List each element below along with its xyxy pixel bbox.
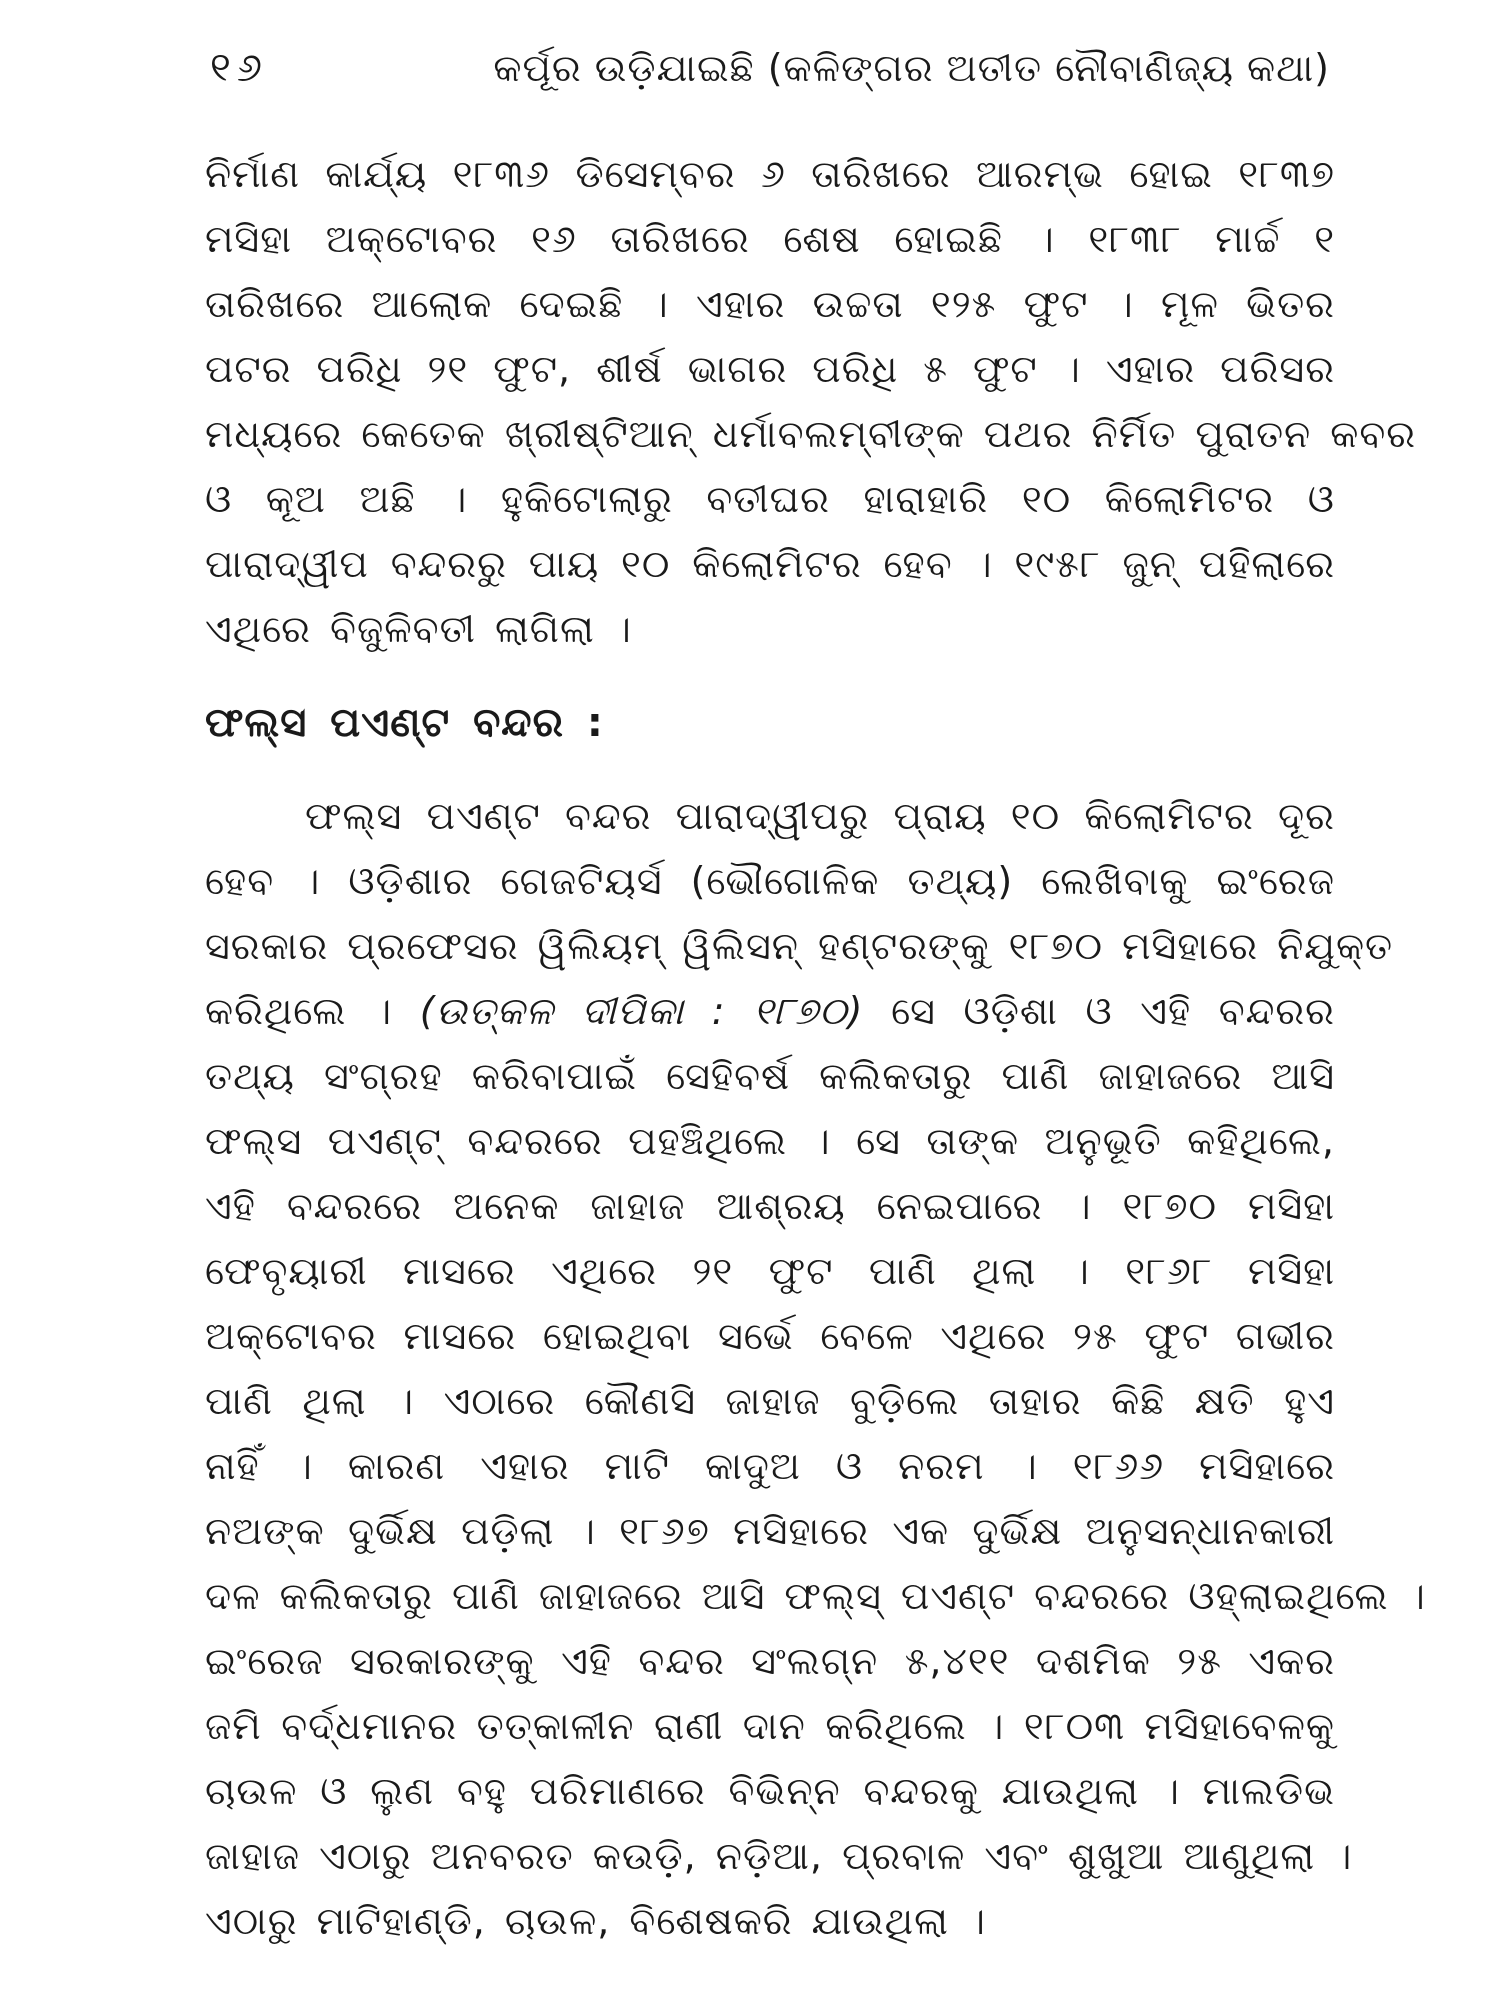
text-line: ଜାହାଜ ଏଠାରୁ ଅନବରତ କଉଡ଼ି, ନଡ଼ିଆ, ପ୍ରବାଳ ଏବଂ ଶୁଖୁଆ ଆଣୁଥିଲା । [205,1834,1353,1878]
text-line: ଜମି ବର୍ଦ୍ଧମାନର ତତ୍କାଳୀନ ରାଣୀ ଦାନ କରିଥିଲେ । ୧୮୦୩ ମସିହାବେଳକୁ [205,1704,1335,1748]
citation: (ଉତ୍କଳ ଦୀପିକା : ୧୮୭୦) [419,989,864,1033]
text-line: ନଅଙ୍କ ଦୁର୍ଭିକ୍ଷ ପଡ଼ିଲା । ୧୮୬୭ ମସିହାରେ ଏକ ଦୁର୍ଭିକ୍ଷ ଅନୁସନ୍ଧାନକାରୀ [205,1509,1335,1553]
paragraph-lighthouse [205,142,1417,662]
text-line: ମଧ୍ୟରେ କେତେକ ଖ୍ରୀଷ୍ଟିଆନ୍ ଧର୍ମାବଲମ୍ବୀଙ୍କ ପଥର ନିର୍ମିତ ପୁରାତନ କବର [205,412,1417,456]
text-line: ଓ କୂଅ ଅଛି । ହୁକିଟୋଲାରୁ ବତୀଘର ହାରାହାରି ୧୦ କିଲୋମିଟର ଓ [205,477,1335,521]
text-segment: କରିଥିଲେ । [205,989,420,1033]
text-line-with-citation [205,979,1335,1044]
text-line: ଏଥିରେ ବିଜୁଳିବତୀ ଲାଗିଲା । [205,607,632,651]
text-line: ଏହି ବନ୍ଦରରେ ଅନେକ ଜାହାଜ ଆଶ୍ରୟ ନେଇପାରେ । ୧୮୭୦ ମସିହା [205,1184,1335,1228]
text-line: ନିର୍ମାଣ କାର୍ଯ୍ୟ ୧୮୩୬ ଡିସେମ୍ବର ୬ ତାରିଖରେ ଆରମ୍ଭ ହୋଇ ୧୮୩୭ [205,152,1335,196]
text-line: ପାରାଦ୍ୱୀପ ବନ୍ଦରରୁ ପାୟ ୧୦ କିଲୋମିଟର ହେବ । ୧୯୫୮ ଜୁନ୍ ପହିଲାରେ [205,542,1335,586]
text-line: ଅକ୍ଟୋବର ମାସରେ ହୋଇଥିବା ସର୍ଭେ ବେଳେ ଏଥିରେ ୨୫ ଫୁଟ ଗଭୀର [205,1314,1335,1358]
text-line: ଇଂରେଜ ସରକାରଙ୍କୁ ଏହି ବନ୍ଦର ସଂଲଗ୍ନ ୫,୪୧୧ ଦଶମିକ ୨୫ ଏକର [205,1639,1335,1683]
text-line: ନାହିଁ । କାରଣ ଏହାର ମାଟି କାଦୁଅ ଓ ନରମ । ୧୮୬୬ ମସିହାରେ [205,1444,1335,1488]
text-line: ତାରିଖରେ ଆଲୋକ ଦେଇଛି । ଏହାର ଉଚ୍ଚତା ୧୨୫ ଫୁଟ । ମୂଳ ଭିତର [205,282,1335,326]
text-line: ପଟର ପରିଧି ୨୧ ଫୁଟ, ଶୀର୍ଷ ଭାଗର ପରିଧି ୫ ଫୁଟ । ଏହାର ପରିସର [205,347,1335,391]
text-line: ମସିହା ଅକ୍ଟୋବର ୧୬ ତାରିଖରେ ଶେଷ ହୋଇଛି । ୧୮୩୮ ମାର୍ଚ୍ଚ ୧ [205,217,1335,261]
text-line: ଫଲ୍ସ ପଏଣ୍ଟ ବନ୍ଦର ପାରାଦ୍ୱୀପରୁ ପ୍ରାୟ ୧୦ କିଲୋମିଟର ଦୂର [305,794,1335,838]
section-heading: ଫଲ୍ସ ପଏଣ୍ଟ ବନ୍ଦର : [205,700,604,746]
running-title: କର୍ପୂର ଉଡ଼ିଯାଇଛି (କଳିଙ୍ଗର ଅତୀତ ନୌବାଣିଜ୍ୟ କଥା) [493,46,1330,90]
text-line: ତଥ୍ୟ ସଂଗ୍ରହ କରିବାପାଇଁ ସେହିବର୍ଷ କଲିକତାରୁ ପାଣି ଜାହାଜରେ ଆସି [205,1054,1335,1098]
text-line: ଫେବୃୟାରୀ ମାସରେ ଏଥିରେ ୨୧ ଫୁଟ ପାଣି ଥିଲା । ୧୮୬୮ ମସିହା [205,1249,1335,1293]
text-line: ଚାଉଳ ଓ ଲୁଣ ବହୁ ପରିମାଣରେ ବିଭିନ୍ନ ବନ୍ଦରକୁ ଯାଉଥିଲା । ମାଲଡିଭ [205,1769,1335,1813]
text-line: ସରକାର ପ୍ରଫେସର ୱିଲିୟମ୍ ୱିଲିସନ୍ ହଣ୍ଟରଙ୍କୁ ୧୮୭୦ ମସିହାରେ ନିଯୁକ୍ତ [205,924,1394,968]
text-line: ଦଳ କଲିକତାରୁ ପାଣି ଜାହାଜରେ ଆସି ଫଲ୍ସ୍ ପଏଣ୍ଟ ବନ୍ଦରରେ ଓହ୍ଲାଇଥିଲେ । [205,1574,1426,1618]
page-number: ୧୬ [210,45,268,91]
text-line: ଏଠାରୁ ମାଟିହାଣ୍ଡି, ଚାଉଳ, ବିଶେଷକରି ଯାଉଥିଲା । [205,1899,987,1943]
page-header [210,38,1330,98]
text-line: ପାଣି ଥିଲା । ଏଠାରେ କୌଣସି ଜାହାଜ ବୁଡ଼ିଲେ ତାହାର କିଛି କ୍ଷତି ହୁଏ [205,1379,1335,1423]
text-line: ଫଲ୍ସ ପଏଣ୍ଟ୍ ବନ୍ଦରରେ ପହଞ୍ଚିଥିଲେ । ସେ ତାଙ୍କ ଅନୁଭୂତି କହିଥିଲେ, [205,1119,1335,1163]
text-line: ହେବ । ଓଡ଼ିଶାର ଗେଜଟିୟର୍ସ (ଭୌଗୋଳିକ ତଥ୍ୟ) ଲେଖିବାକୁ ଇଂରେଜ [205,859,1335,903]
paragraph-false-point-port [205,784,1426,1954]
text-segment: ସେ ଓଡ଼ିଶା ଓ ଏହି ବନ୍ଦରର [863,989,1335,1033]
body-text [205,142,1426,1954]
